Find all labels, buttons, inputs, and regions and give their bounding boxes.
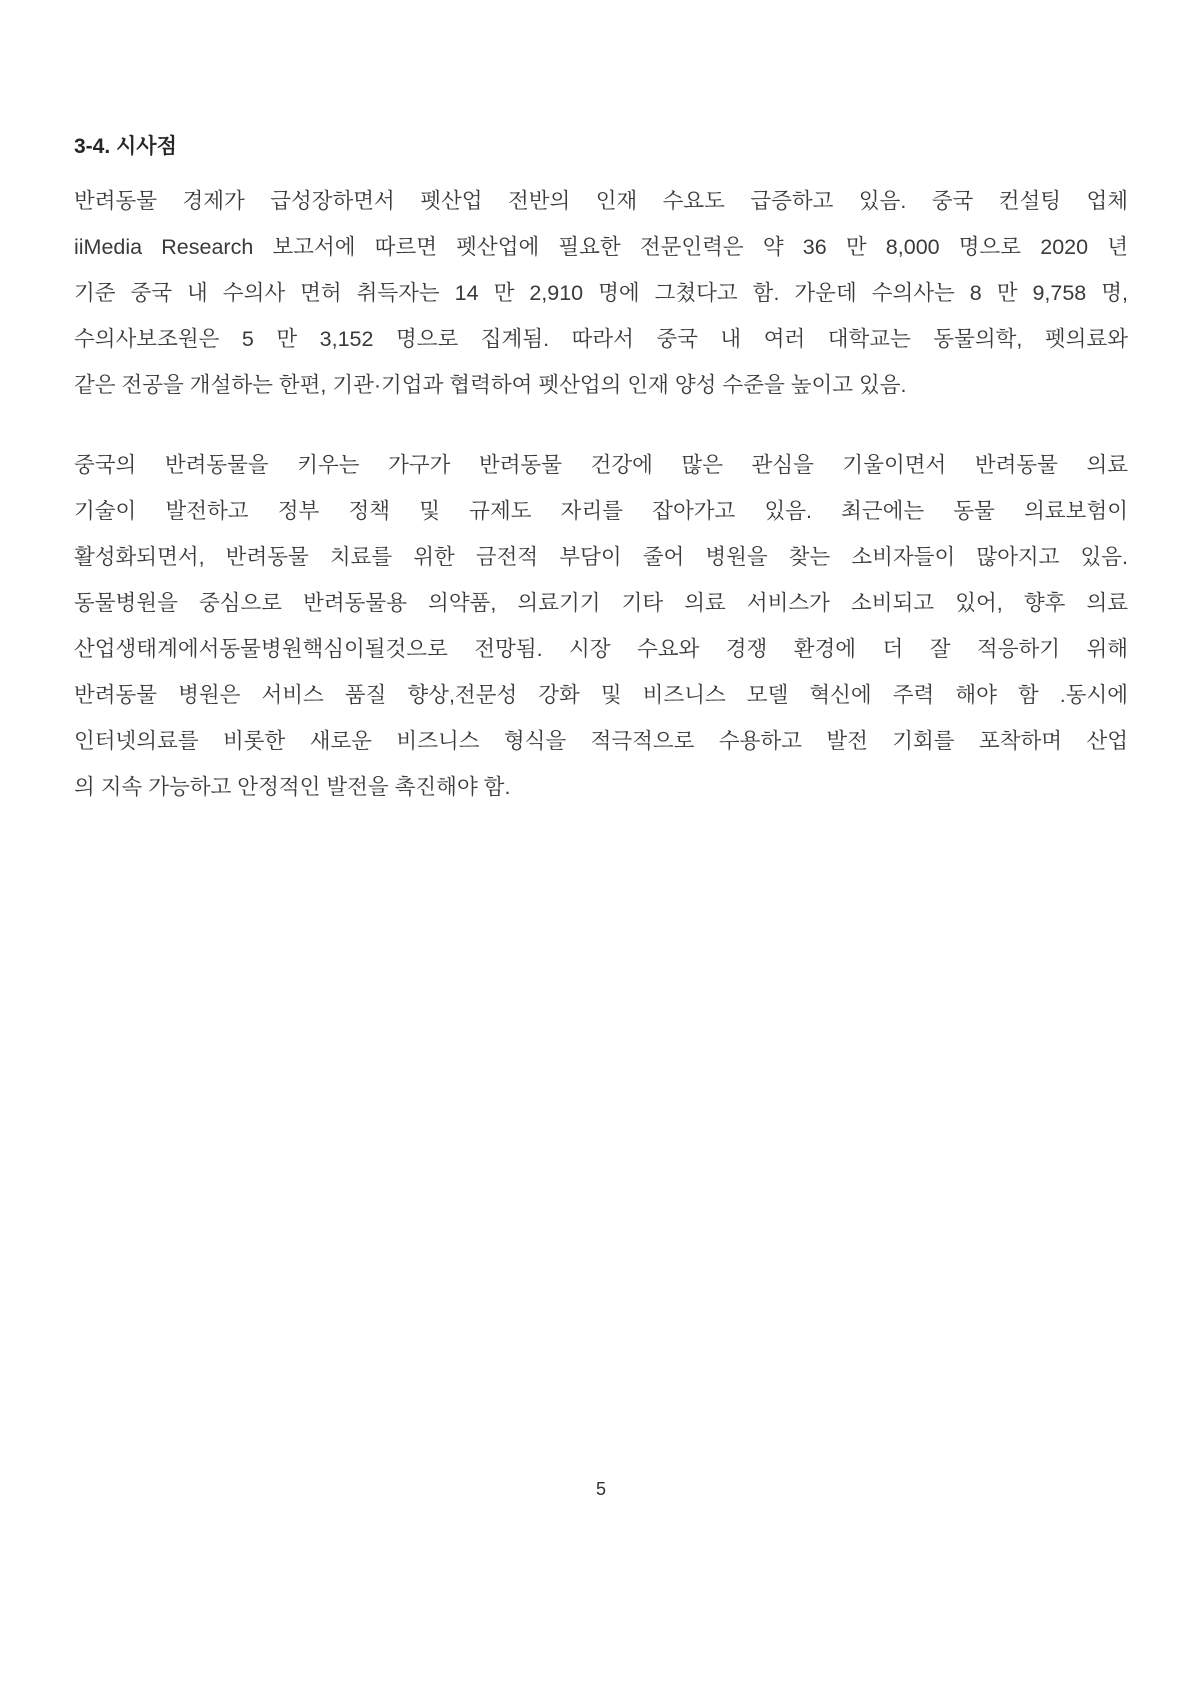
page-footer <box>74 1478 1128 1500</box>
text-line: iiMedia Research 보고서에 따르면 펫산업에 필요한 전문인력은 약 36 만 8,000 명으로 2020 년 <box>74 235 1128 259</box>
text-line: 같은 전공을 개설하는 한편, 기관·기업과 협력하여 펫산업의 인재 양성 수준을 높이고 있음. <box>74 373 907 397</box>
page-number: 5 <box>595 1479 606 1499</box>
text-line: 반려동물 병원은 서비스 품질 향상,전문성 강화 및 비즈니스 모델 혁신에 주력 해야 함 .동시에 <box>74 683 1128 707</box>
text-line: 활성화되면서, 반려동물 치료를 위한 금전적 부담이 줄어 병원을 찾는 소비자들이 많아지고 있음. <box>74 545 1128 569</box>
text-line: 의 지속 가능하고 안정적인 발전을 촉진해야 함. <box>74 775 511 799</box>
body-text <box>74 178 1128 810</box>
text-line: 기술이 발전하고 정부 정책 및 규제도 자리를 잡아가고 있음. 최근에는 동물 의료보험이 <box>74 499 1128 523</box>
text-line: 산업생태계에서동물병원핵심이될것으로 전망됨. 시장 수요와 경쟁 환경에 더 잘 적응하기 위해 <box>74 637 1128 661</box>
section-heading: 3-4. 시사점 <box>74 135 177 158</box>
text-line: 수의사보조원은 5 만 3,152 명으로 집계됨. 따라서 중국 내 여러 대학교는 동물의학, 펫의료와 <box>74 327 1128 351</box>
paragraph <box>74 442 1128 810</box>
text-line: 동물병원을 중심으로 반려동물용 의약품, 의료기기 기타 의료 서비스가 소비되고 있어, 향후 의료 <box>74 591 1128 615</box>
text-line: 중국의 반려동물을 키우는 가구가 반려동물 건강에 많은 관심을 기울이면서 반려동물 의료 <box>74 453 1128 477</box>
paragraph <box>74 178 1128 408</box>
text-line: 인터넷의료를 비롯한 새로운 비즈니스 형식을 적극적으로 수용하고 발전 기회를 포착하며 산업 <box>74 729 1128 753</box>
text-line: 반려동물 경제가 급성장하면서 펫산업 전반의 인재 수요도 급증하고 있음. 중국 컨설팅 업체 <box>74 189 1128 213</box>
text-line: 기준 중국 내 수의사 면허 취득자는 14 만 2,910 명에 그쳤다고 함. 가운데 수의사는 8 만 9,758 명, <box>74 281 1128 305</box>
